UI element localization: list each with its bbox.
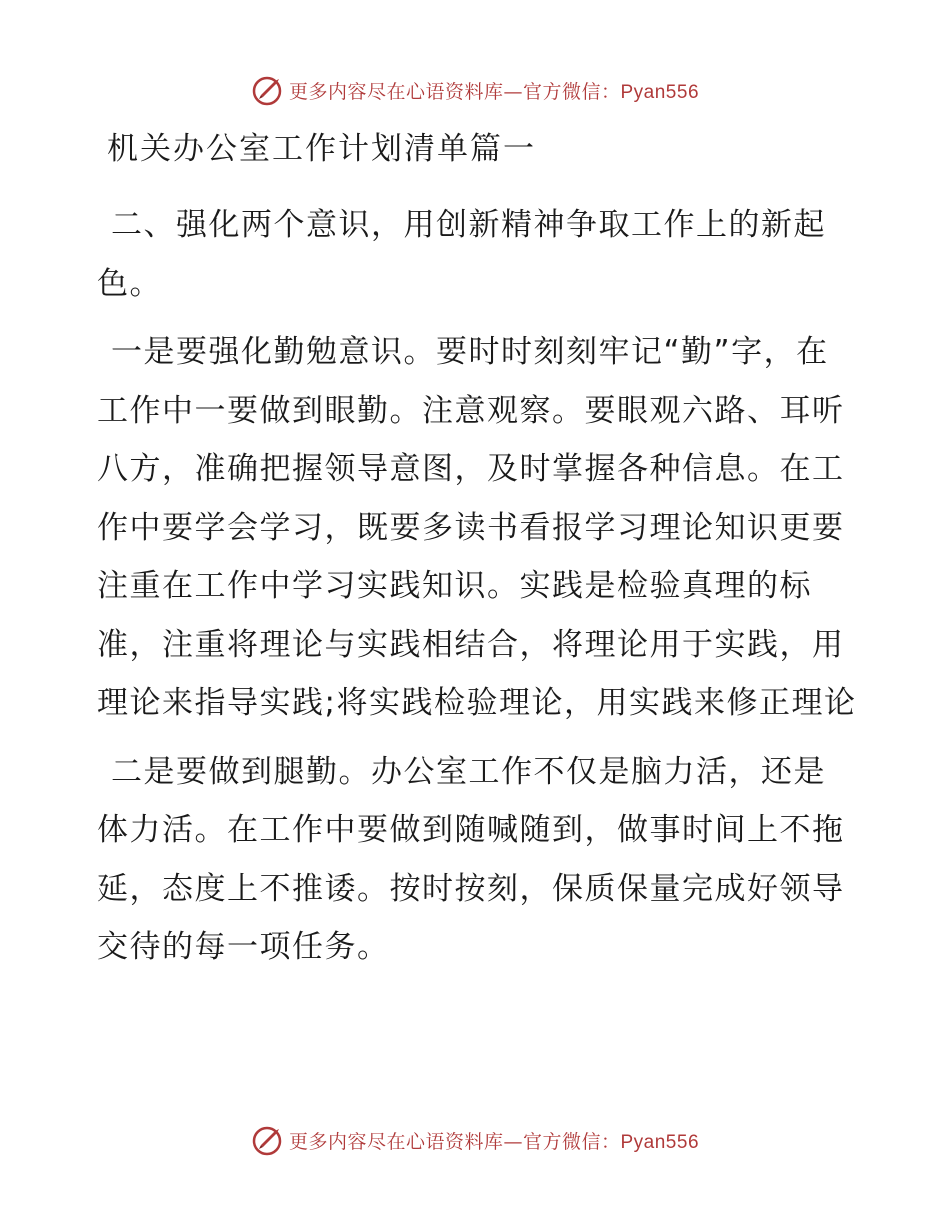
pen-logo-icon [251,73,285,107]
watermark-text: 更多内容尽在心语资料库—官方微信：Pyan556 [288,80,700,103]
document-title: 机关办公室工作计划清单篇一 [107,131,536,167]
watermark-text: 更多内容尽在心语资料库—官方微信：Pyan556 [288,1130,700,1153]
paragraph: 二是要做到腿勤。办公室工作不仅是脑力活，还是体力活。在工作中要做到随喊随到，做事时间上不拖延，态度上不推诿。按时按刻，保质保量完成好领导交待的每一项任务。 [97,753,845,965]
paragraph: 二、强化两个意识，用创新精神争取工作上的新起色。 [97,207,826,302]
paragraph: 一是要强化勤勉意识。要时时刻刻牢记“勤”字，在工作中一要做到眼勤。注意观察。要眼观六路、耳听八方，准确把握领导意图，及时掌握各种信息。在工作中要学会学习，既要多读书看报学习理论知识更要注重在工作中学习实践知识。实践是检验真理的标准，注重将理论与实践相结合，将理论用于实践，用理论来指导实践;将实践检验理论，用实践来修正理论 [97,334,857,721]
document-body [97,124,857,987]
footer-watermark [0,1120,950,1160]
wechat-id: Pyan556 [620,81,700,103]
pen-logo-icon [251,1123,285,1157]
header-watermark [0,70,950,110]
wechat-id: Pyan556 [620,1131,700,1153]
